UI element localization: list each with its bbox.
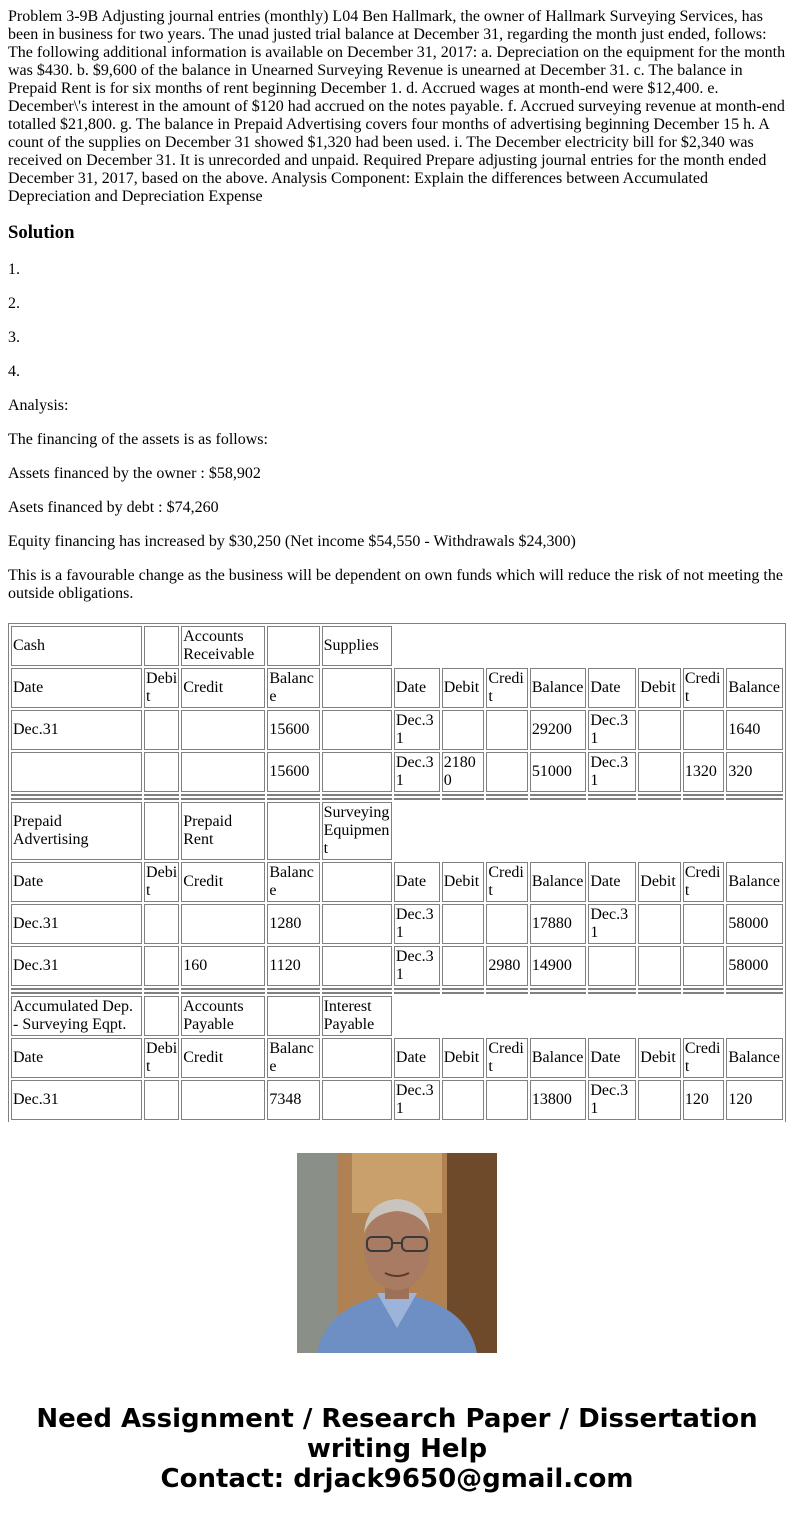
blank-area [394,996,783,1036]
separator-cell [486,992,528,994]
account-title-row [11,626,783,666]
column-header: Credit [486,862,528,902]
separator-cell [588,794,636,796]
separator-cell [442,988,485,990]
separator-cell [683,794,725,796]
empty-cell [267,626,319,666]
ledger-cell: 120 [726,1080,783,1120]
ledger-cell [638,946,681,986]
blank-area [394,626,783,666]
ledger-cell: 120 [683,1080,725,1120]
empty-cell [322,668,392,708]
ledger-row [11,946,783,986]
column-header: Date [394,668,440,708]
financing-intro: The financing of the assets is as follows: [8,431,268,448]
separator-cell [486,988,528,990]
separator-cell [530,992,586,994]
ledger-cell: 14900 [530,946,586,986]
ledger-cell [181,1080,265,1120]
column-header: Debit [442,1038,485,1078]
empty-cell [144,626,179,666]
ledger-cell: 7348 [267,1080,319,1120]
conclusion: This is a favourable change as the business will be dependent on own funds which will reduce the risk of not meeting the outside obligations. [8,567,783,602]
ledger-cell [486,1080,528,1120]
separator-cell [442,992,485,994]
column-header: Debit [638,668,681,708]
column-header: Credit [486,668,528,708]
ledger-cell [486,752,528,792]
ledger-cell [683,904,725,944]
account-title: Accounts Receivable [181,626,265,666]
analysis-label: Analysis: [8,397,69,414]
column-header: Date [588,668,636,708]
ledger-cell: Dec.31 [394,946,440,986]
column-header: Balance [267,1038,319,1078]
column-header: Debit [144,1038,179,1078]
equity-change: Equity financing has increased by $30,250 (Net income $54,550 - Withdrawals $24,300) [8,533,576,550]
separator-cell [588,988,636,990]
separator-cell [322,798,392,800]
ledger-cell: Dec.31 [11,946,142,986]
ledger-cell: 51000 [530,752,586,792]
separator-cell [322,988,392,990]
separator-cell [442,794,485,796]
separator-cell [144,988,179,990]
separator-cell [394,798,440,800]
ledger-row [11,904,783,944]
ledger-cell: 58000 [726,946,783,986]
column-header: Balance [726,1038,783,1078]
ledger-cell: 58000 [726,904,783,944]
ledger-cell [144,904,179,944]
separator-cell [486,794,528,796]
ledger-cell [486,710,528,750]
author-photo [297,1153,497,1353]
ledger-cell [322,752,392,792]
column-header-row [11,1038,783,1078]
separator-cell [181,992,265,994]
ledger-cell [442,1080,485,1120]
step-4: 4. [8,363,20,380]
ledger-cell: Dec.31 [394,1080,440,1120]
promo-footer [0,1122,794,1523]
column-header: Debit [144,668,179,708]
person-portrait-icon [297,1153,497,1353]
separator-cell [530,794,586,796]
separator-cell [267,992,319,994]
empty-cell [144,996,179,1036]
column-header: Balance [530,1038,586,1078]
problem-statement: Problem 3-9B Adjusting journal entries (monthly) L04 Ben Hallmark, the owner of Hallmark Surveying Services, has been in business for two years. The unad justed trial balance at December 31, regarding the month just ended, follows: The following additional information is available on December 31, 2017: a. Depreciation on the equipment for the month was $430. b. $9,600 of the balance in Unearned Surveying Revenue is unearned at December 31. c. The balance in Prepaid Rent is for six months of rent beginning December 1. d. Accrued wages at month-end were $12,400. e. December\'s interest in the amount of $120 had accrued on the notes payable. f. Accrued surveying revenue at month-end totalled $21,800. g. The balance in Prepaid Advertising covers four months of advertising beginning December 15 h. A count of the supplies on December 31 showed $1,320 had been used. i. The December electricity bill for $2,340 was received on December 31. It is unrecorded and unpaid. Required Prepare adjusting journal entries for the month ended December 31, 2017, based on the above. Analysis Component: Explain the differences between Accumulated Depreciation and Depreciation Expense [8,8,786,205]
separator-cell [726,988,783,990]
account-title: Surveying Equipment [322,802,392,860]
column-header-row [11,668,783,708]
separator-cell [322,992,392,994]
account-title: Prepaid Advertising [11,802,142,860]
separator-cell [530,798,586,800]
column-header: Credit [683,1038,725,1078]
ledger-row [11,1080,783,1120]
ledger-cell: Dec.31 [588,752,636,792]
ledger-cell [144,710,179,750]
column-header-row [11,862,783,902]
ledger-cell [322,904,392,944]
ledger-cell: Dec.31 [394,752,440,792]
column-header: Balance [530,668,586,708]
ledger-cell [442,946,485,986]
ledger-cell [322,710,392,750]
separator-cell [683,988,725,990]
separator-cell [144,794,179,796]
separator-cell [144,992,179,994]
column-header: Balance [530,862,586,902]
separator-cell [638,798,681,800]
account-title: Cash [11,626,142,666]
ledger-cell: 17880 [530,904,586,944]
separator-cell [11,794,142,796]
ledger-cell [638,752,681,792]
account-title: Supplies [322,626,392,666]
column-header: Date [11,668,142,708]
separator-cell [486,798,528,800]
ledger-cell: 29200 [530,710,586,750]
separator-cell [588,798,636,800]
separator-row [11,988,783,990]
separator-cell [394,988,440,990]
separator-cell [726,794,783,796]
account-title: Accounts Payable [181,996,265,1036]
separator-cell [267,798,319,800]
ledger-cell: 160 [181,946,265,986]
cta-line-3[interactable]: Contact: drjack9650@gmail.com [160,1464,634,1494]
separator-cell [530,988,586,990]
account-title: Prepaid Rent [181,802,265,860]
ledger-cell: Dec.31 [394,710,440,750]
column-header: Debit [638,1038,681,1078]
column-header: Credit [683,862,725,902]
separator-cell [683,992,725,994]
column-header: Date [11,862,142,902]
column-header: Balance [267,862,319,902]
column-header: Balance [267,668,319,708]
cta-line-1: Need Assignment / Research Paper / Dissertation [36,1404,758,1434]
empty-cell [144,802,179,860]
ledger-cell [181,752,265,792]
ledger-row [11,710,783,750]
empty-cell [322,1038,392,1078]
separator-cell [442,798,485,800]
ledger-cell [638,904,681,944]
separator-cell [181,988,265,990]
ledger-cell: 1280 [267,904,319,944]
ledger-cell: 320 [726,752,783,792]
ledger-cell [638,710,681,750]
separator-cell [726,798,783,800]
ledger-cell [442,710,485,750]
ledger-cell: 2980 [486,946,528,986]
ledger-cell: 1640 [726,710,783,750]
separator-row [11,798,783,800]
column-header: Debit [442,862,485,902]
ledger-cell [322,1080,392,1120]
column-header: Credit [181,1038,265,1078]
account-title-row [11,996,783,1036]
ledger-cell [588,946,636,986]
column-header: Date [11,1038,142,1078]
ledger-cell [144,946,179,986]
owner-financed: Assets financed by the owner : $58,902 [8,465,261,482]
column-header: Debit [638,862,681,902]
empty-cell [322,862,392,902]
ledger-cell [144,1080,179,1120]
document-body [8,8,786,619]
account-title: Accumulated Dep. - Surveying Eqpt. [11,996,142,1036]
ledger-cell: Dec.31 [11,1080,142,1120]
separator-cell [638,988,681,990]
column-header: Date [394,1038,440,1078]
cta-line-2: writing Help [306,1434,488,1464]
ledger-cell [144,752,179,792]
column-header: Credit [486,1038,528,1078]
account-title-row [11,802,783,860]
ledger-cell [11,752,142,792]
solution-heading: Solution [8,222,75,243]
separator-cell [11,798,142,800]
ledger-cell: 1320 [683,752,725,792]
ledger-cell: Dec.31 [588,904,636,944]
ledger-cell: Dec.31 [394,904,440,944]
empty-cell [267,996,319,1036]
separator-cell [638,794,681,796]
contact-call-to-action [0,1404,794,1494]
column-header: Debit [442,668,485,708]
column-header: Date [588,1038,636,1078]
step-3: 3. [8,329,20,346]
separator-cell [394,992,440,994]
empty-cell [267,802,319,860]
ledger-cell: Dec.31 [588,1080,636,1120]
ledger-cell [486,904,528,944]
column-header: Credit [181,668,265,708]
step-2: 2. [8,295,20,312]
column-header: Date [394,862,440,902]
ledger-cell: 1120 [267,946,319,986]
separator-cell [11,992,142,994]
ledger-cell: Dec.31 [588,710,636,750]
separator-cell [638,992,681,994]
ledger-cell: Dec.31 [11,710,142,750]
column-header: Balance [726,668,783,708]
account-title: Interest Payable [322,996,392,1036]
separator-cell [588,992,636,994]
separator-cell [726,992,783,994]
ledger-table-region [8,623,786,1122]
ledger-cell [638,1080,681,1120]
ledger-cell: 15600 [267,752,319,792]
separator-cell [267,988,319,990]
ledger-row [11,752,783,792]
separator-cell [322,794,392,796]
separator-cell [394,794,440,796]
ledger-cell: 13800 [530,1080,586,1120]
column-header: Credit [683,668,725,708]
ledger-cell: 21800 [442,752,485,792]
step-1: 1. [8,261,20,278]
column-header: Balance [726,862,783,902]
separator-cell [181,798,265,800]
debt-financed: Asets financed by debt : $74,260 [8,499,219,516]
separator-cell [181,794,265,796]
column-header: Credit [181,862,265,902]
column-header: Date [588,862,636,902]
ledger-cell: Dec.31 [11,904,142,944]
separator-cell [11,988,142,990]
ledger-cell [181,904,265,944]
separator-cell [267,794,319,796]
ledger-cell: 15600 [267,710,319,750]
blank-area [394,802,783,860]
separator-row [11,794,783,796]
column-header: Debit [144,862,179,902]
ledger-cell [322,946,392,986]
ledger-cell [442,904,485,944]
ledger-cell [683,946,725,986]
separator-cell [144,798,179,800]
ledger-cell [683,710,725,750]
separator-cell [683,798,725,800]
separator-row [11,992,783,994]
ledger-cell [181,710,265,750]
